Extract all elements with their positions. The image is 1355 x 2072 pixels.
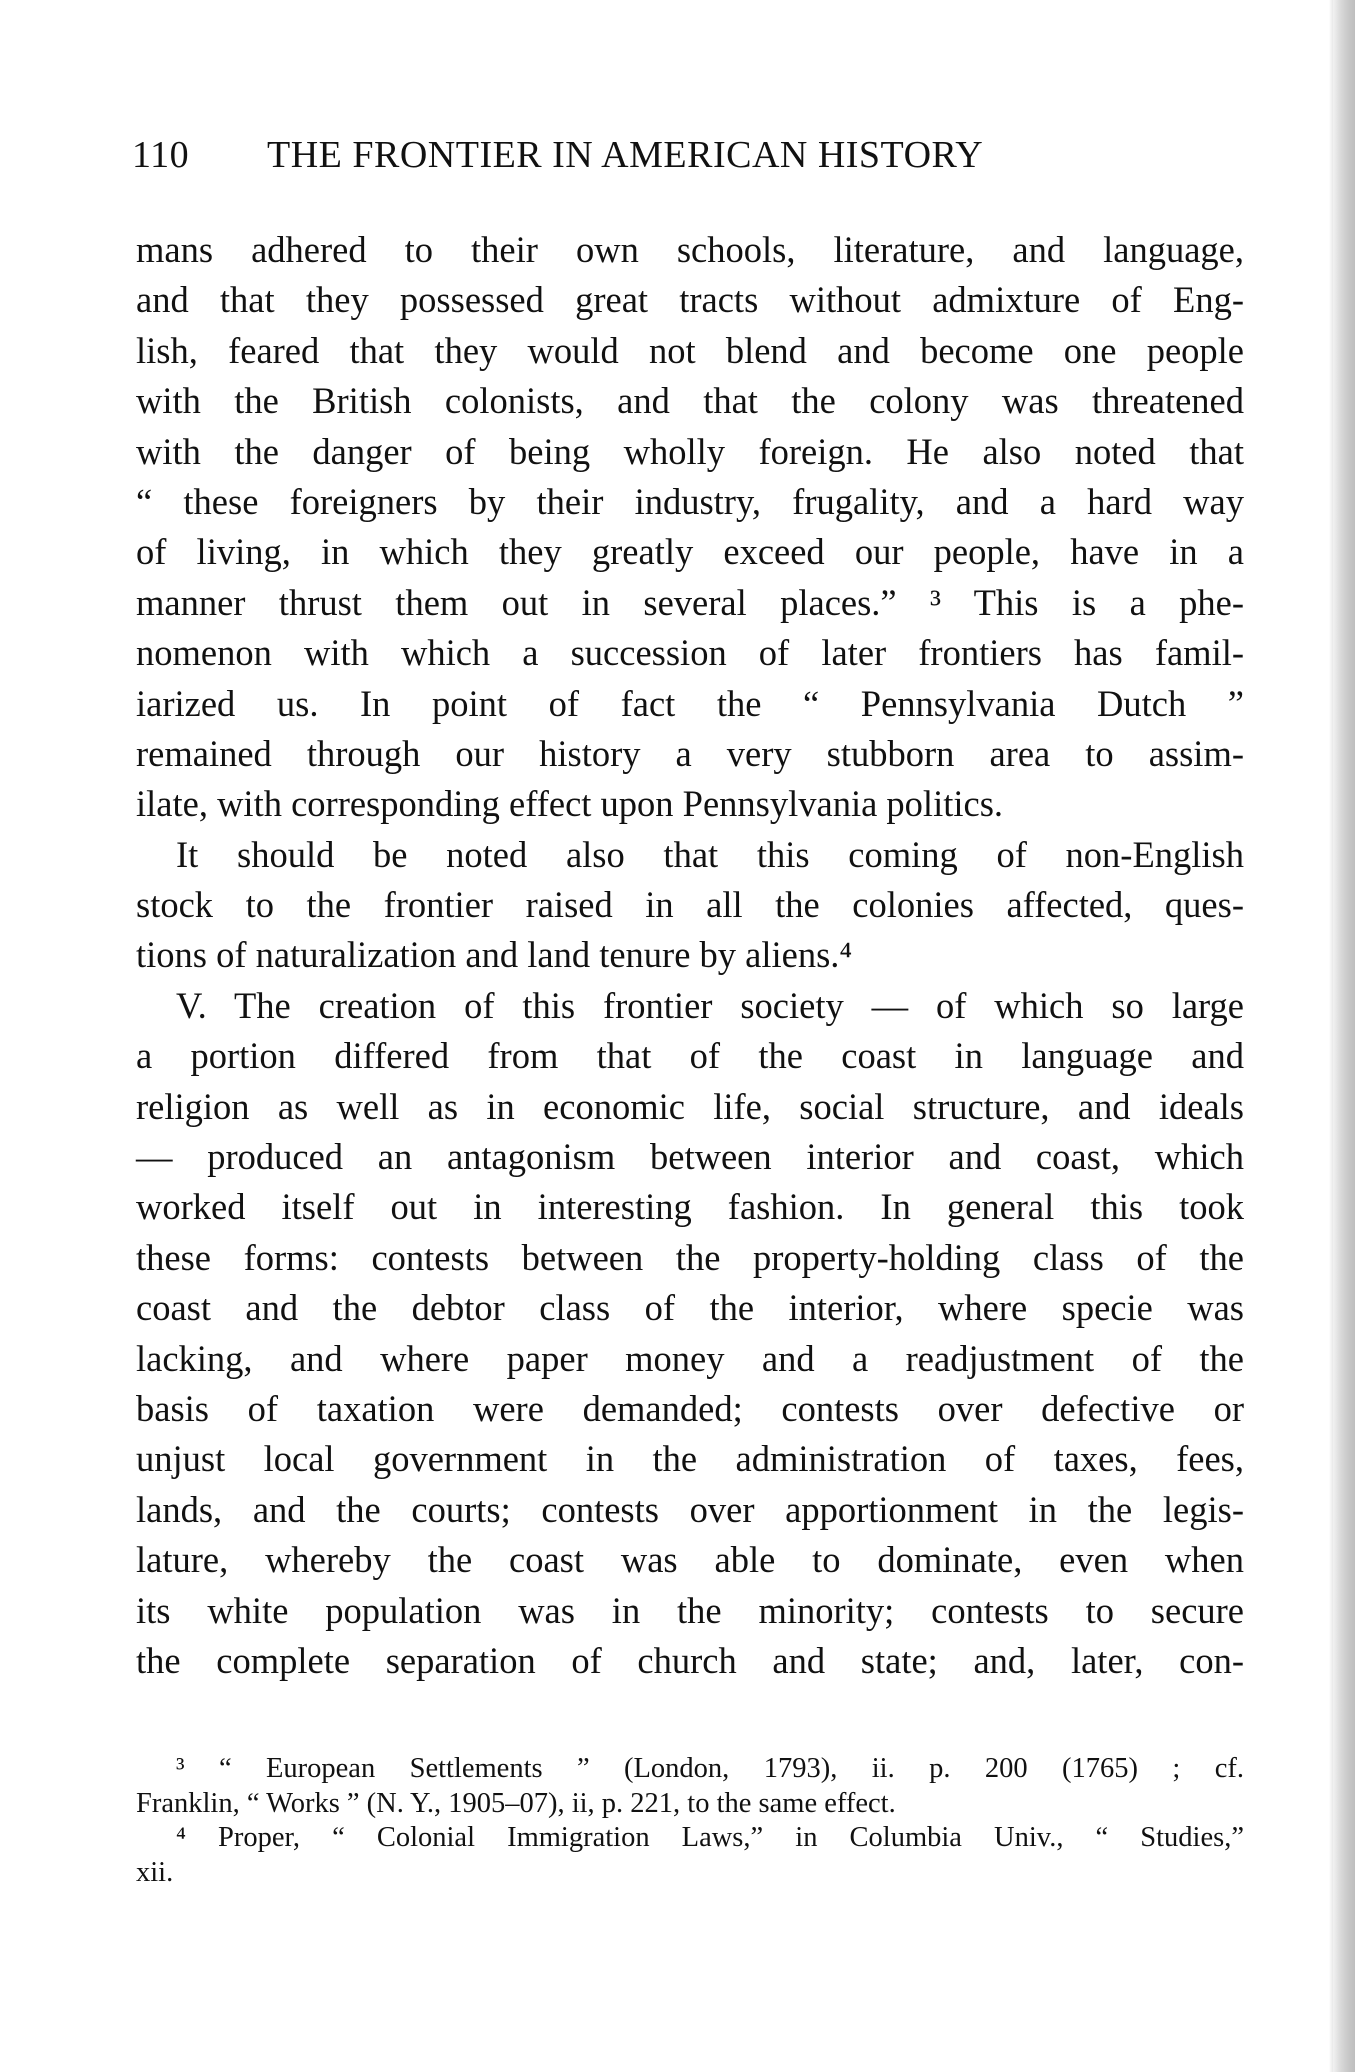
body-line: ilate, with corresponding effect upon Pennsylvania politics. xyxy=(136,783,1004,825)
paragraph-start-line: V. The creation of this frontier society — of which so large xyxy=(176,984,1244,1026)
body-line: “ these foreigners by their industry, frugality, and a hard way xyxy=(136,480,1244,522)
body-line: lature, whereby the coast was able to dominate, even when xyxy=(136,1539,1244,1581)
body-line: the complete separation of church and state; and, later, con- xyxy=(136,1639,1244,1681)
body-line: mans adhered to their own schools, literature, and language, xyxy=(136,229,1244,270)
binding-gutter xyxy=(1333,0,1355,2072)
body-line: nomenon with which a succession of later frontiers has famil- xyxy=(136,632,1244,674)
body-line: worked itself out in interesting fashion. In general this took xyxy=(136,1186,1244,1228)
body-line: basis of taxation were demanded; contests over defective or xyxy=(136,1387,1244,1429)
body-line: manner thrust them out in several places.” ³ This is a phe- xyxy=(136,581,1244,623)
body-line: religion as well as in economic life, social structure, and ideals xyxy=(136,1085,1244,1127)
page-number: 110 xyxy=(132,134,190,176)
body-line: and that they possessed great tracts without admixture of Eng- xyxy=(136,279,1244,321)
footnotes xyxy=(136,1752,1244,1890)
running-head xyxy=(132,130,1242,180)
body-line: remained through our history a very stubborn area to assim- xyxy=(136,732,1244,774)
body-line: stock to the frontier raised in all the colonies affected, ques- xyxy=(136,884,1244,926)
body-line: with the British colonists, and that the colony was threatened xyxy=(136,380,1244,422)
body-line: its white population was in the minority; contests to secure xyxy=(136,1589,1244,1631)
running-title: THE FRONTIER IN AMERICAN HISTORY xyxy=(267,134,984,176)
body-line: of living, in which they greatly exceed our people, have in a xyxy=(136,531,1244,573)
footnote-4: ⁴ Proper, “ Colonial Immigration Laws,” in Columbia Univ., “ Studies,” xyxy=(176,1822,1244,1853)
body-line: iarized us. In point of fact the “ Pennsylvania Dutch ” xyxy=(136,682,1244,724)
body-line: lish, feared that they would not blend and become one people xyxy=(136,329,1244,371)
footnote-3: ³ “ European Settlements ” (London, 1793), ii. p. 200 (1765) ; cf. xyxy=(176,1753,1244,1784)
footnote-line: Franklin, “ Works ” (N. Y., 1905–07), ii, p. 221, to the same effect. xyxy=(136,1787,896,1819)
body-line: lacking, and where paper money and a readjustment of the xyxy=(136,1337,1244,1379)
body-text xyxy=(136,225,1244,1686)
body-line: — produced an antagonism between interior and coast, which xyxy=(136,1136,1244,1178)
body-line: with the danger of being wholly foreign. He also noted that xyxy=(136,430,1244,472)
body-line: coast and the debtor class of the interior, where specie was xyxy=(136,1287,1244,1329)
paragraph-start-line: It should be noted also that this coming of non-English xyxy=(176,833,1244,875)
body-line: lands, and the courts; contests over apportionment in the legis- xyxy=(136,1488,1244,1530)
body-line: unjust local government in the administration of taxes, fees, xyxy=(136,1438,1244,1480)
body-line: tions of naturalization and land tenure by aliens.⁴ xyxy=(136,934,853,976)
body-line: a portion differed from that of the coast in language and xyxy=(136,1035,1244,1077)
body-line: these forms: contests between the property-holding class of the xyxy=(136,1236,1244,1278)
footnote-line: xii. xyxy=(136,1856,174,1888)
